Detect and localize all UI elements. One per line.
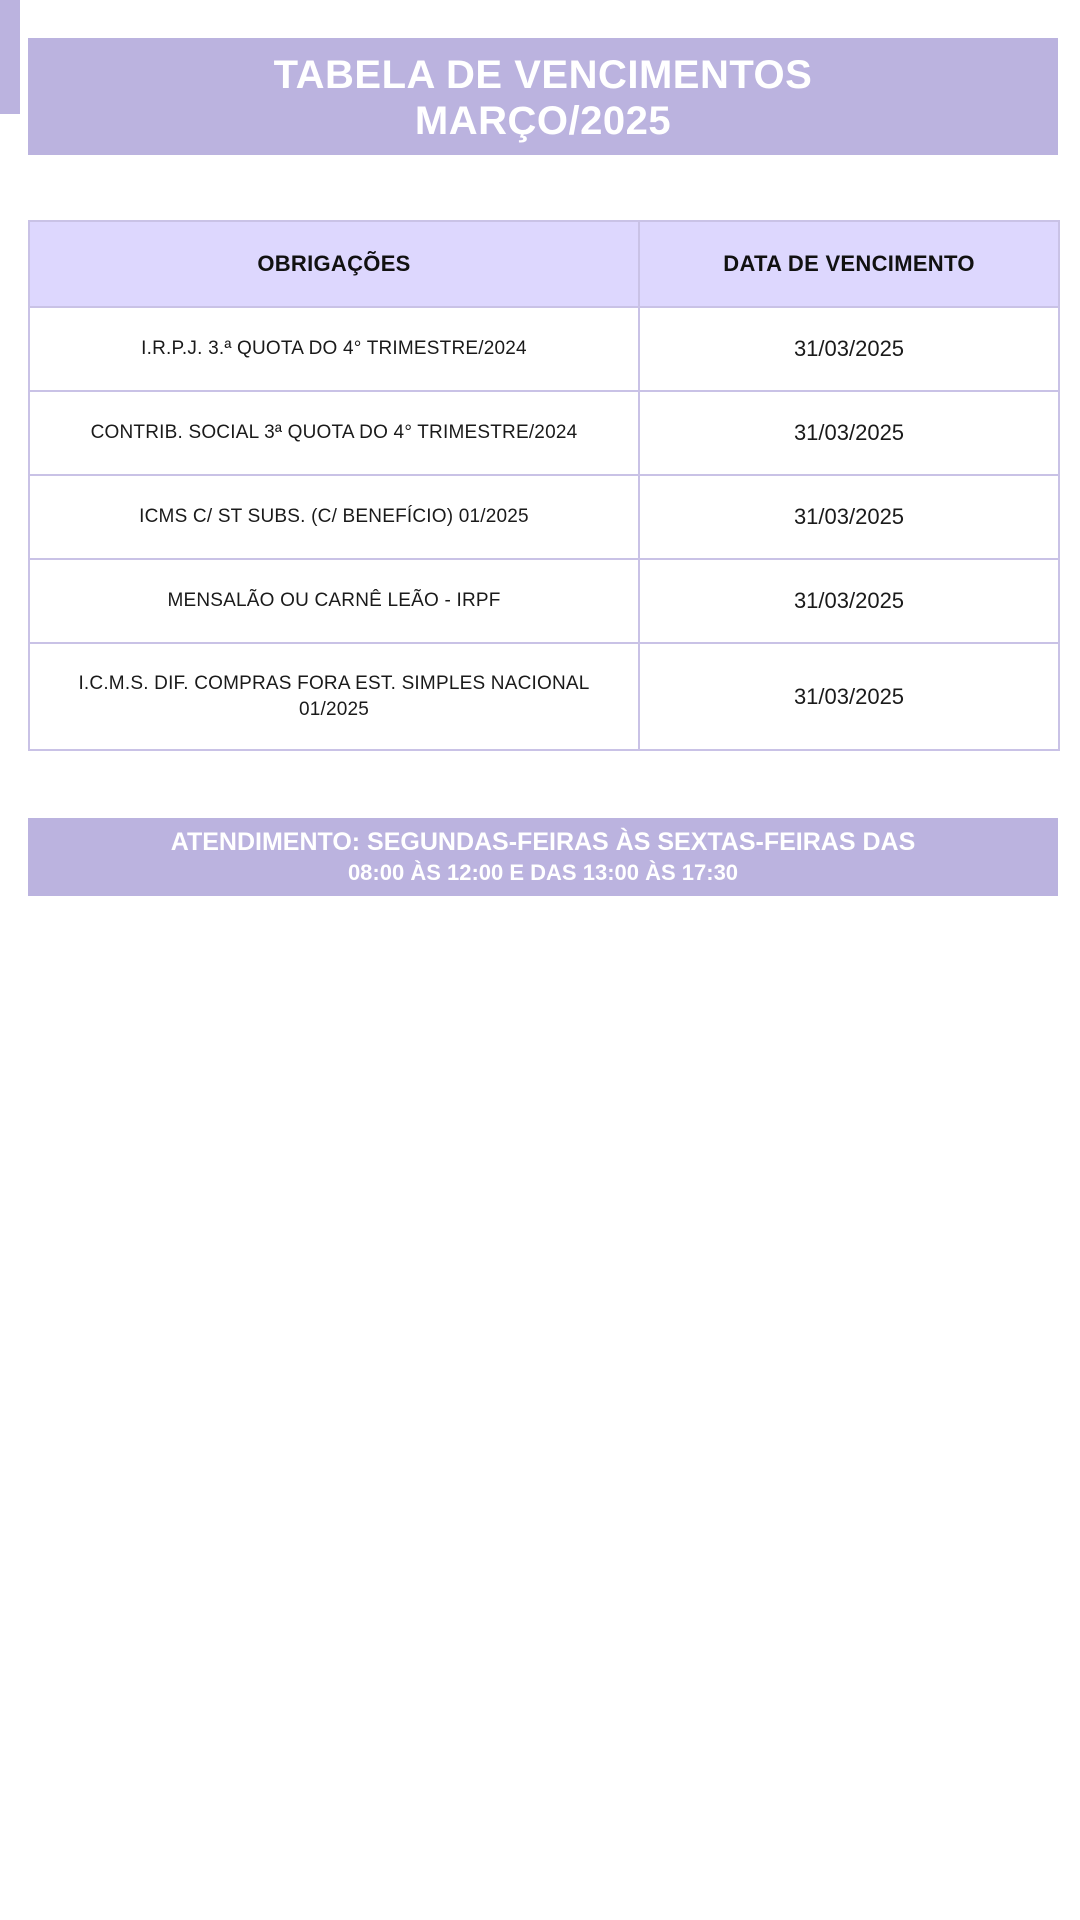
page-subtitle-month: MARÇO/2025 — [414, 98, 672, 143]
table-row — [29, 307, 1059, 391]
table-row — [29, 475, 1059, 559]
obligation-cell — [29, 643, 639, 750]
table-row — [29, 643, 1059, 750]
column-header-obrigacoes: OBRIGAÇÕES — [29, 221, 639, 307]
obligation-text: CONTRIB. SOCIAL 3ª QUOTA DO 4° TRIMESTRE/2024 — [90, 422, 578, 443]
due-dates-table — [28, 220, 1060, 751]
table-row — [29, 391, 1059, 475]
title-banner — [28, 38, 1058, 155]
due-date-cell — [639, 643, 1059, 750]
table-row — [29, 559, 1059, 643]
opening-hours-times: 08:00 ÀS 12:00 E DAS 13:00 ÀS 17:30 — [347, 860, 739, 885]
obligation-text: I.R.P.J. 3.ª QUOTA DO 4° TRIMESTRE/2024 — [141, 338, 527, 359]
due-date-cell — [639, 391, 1059, 475]
opening-hours-banner — [28, 818, 1058, 896]
obligation-cell — [29, 391, 639, 475]
obligation-cell — [29, 559, 639, 643]
obligation-text: MENSALÃO OU CARNÊ LEÃO - IRPF — [167, 590, 501, 611]
table-header-row — [29, 221, 1059, 307]
due-date-cell — [639, 307, 1059, 391]
opening-hours-days: ATENDIMENTO: SEGUNDAS-FEIRAS ÀS SEXTAS-FEIRAS DAS — [170, 828, 916, 856]
obligation-cell — [29, 475, 639, 559]
obligation-cell — [29, 307, 639, 391]
obligation-text: I.C.M.S. DIF. COMPRAS FORA EST. SIMPLES NACIONAL 01/2025 — [78, 672, 590, 720]
column-header-data-vencimento: DATA DE VENCIMENTO — [639, 221, 1059, 307]
due-date-text: 31/03/2025 — [793, 420, 905, 445]
page-title: TABELA DE VENCIMENTOS — [273, 52, 813, 97]
obligation-text: ICMS C/ ST SUBS. (C/ BENEFÍCIO) 01/2025 — [139, 506, 529, 527]
side-accent-tab — [0, 0, 20, 114]
due-dates-table-container — [28, 220, 1058, 751]
due-date-text: 31/03/2025 — [793, 588, 905, 613]
due-date-cell — [639, 559, 1059, 643]
due-date-cell — [639, 475, 1059, 559]
due-date-text: 31/03/2025 — [793, 336, 905, 361]
due-date-text: 31/03/2025 — [793, 683, 905, 709]
due-date-text: 31/03/2025 — [793, 504, 905, 529]
